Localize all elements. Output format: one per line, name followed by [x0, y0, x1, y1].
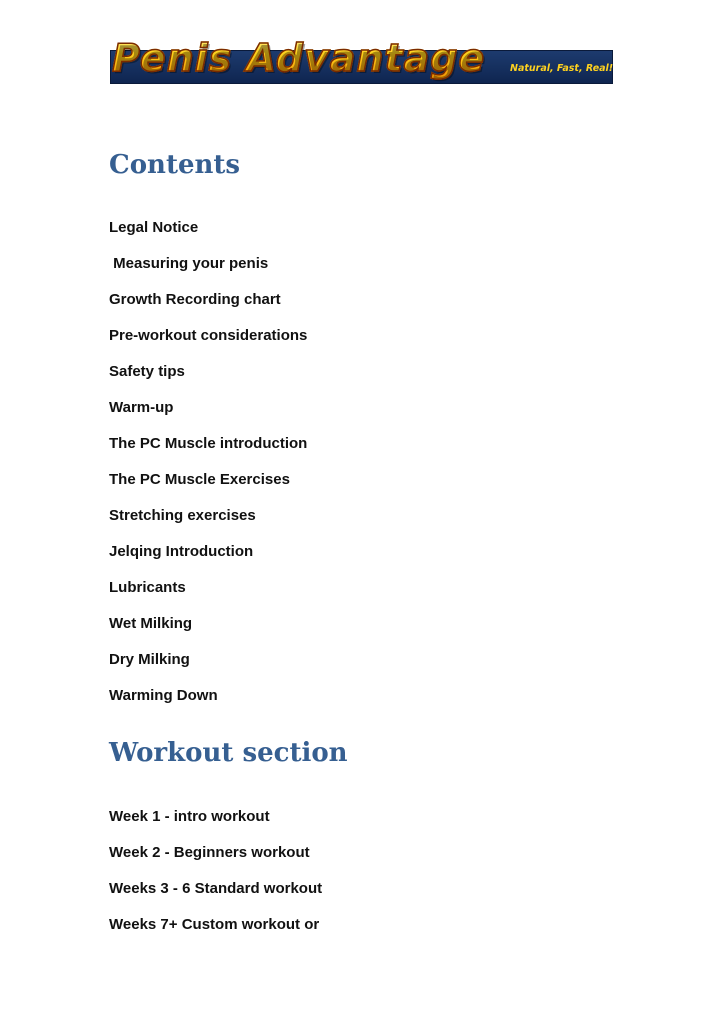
- contents-heading: Contents: [109, 150, 241, 180]
- toc-item-week-2[interactable]: Week 2 - Beginners workout: [109, 844, 310, 861]
- toc-item-safety-tips[interactable]: Safety tips: [109, 363, 185, 380]
- toc-item-wet-milking[interactable]: Wet Milking: [109, 615, 193, 632]
- toc-item-weeks-3-6[interactable]: Weeks 3 - 6 Standard workout: [109, 880, 323, 897]
- toc-item-jelqing[interactable]: Jelqing Introduction: [109, 543, 254, 560]
- toc-item-pc-intro[interactable]: The PC Muscle introduction: [109, 435, 308, 452]
- toc-item-dry-milking[interactable]: Dry Milking: [109, 651, 190, 668]
- toc-item-week-1[interactable]: Week 1 - intro workout: [109, 808, 270, 825]
- toc-item-warm-up[interactable]: Warm-up: [109, 399, 174, 416]
- toc-item-growth-chart[interactable]: Growth Recording chart: [109, 291, 281, 308]
- toc-item-pc-exercises[interactable]: The PC Muscle Exercises: [109, 471, 290, 488]
- logo-text: Penis Advantage: [112, 36, 486, 80]
- toc-item-weeks-7[interactable]: Weeks 7+ Custom workout or: [109, 916, 320, 933]
- toc-item-warming-down[interactable]: Warming Down: [109, 687, 218, 704]
- logo-tagline: Natural, Fast, Real!: [510, 63, 614, 74]
- toc-item-measuring[interactable]: Measuring your penis: [109, 255, 269, 272]
- workout-heading: Workout section: [109, 738, 348, 768]
- toc-item-pre-workout[interactable]: Pre-workout considerations: [109, 327, 308, 344]
- toc-item-stretching[interactable]: Stretching exercises: [109, 507, 256, 524]
- toc-item-legal-notice[interactable]: Legal Notice: [109, 219, 199, 236]
- toc-item-lubricants[interactable]: Lubricants: [109, 579, 186, 596]
